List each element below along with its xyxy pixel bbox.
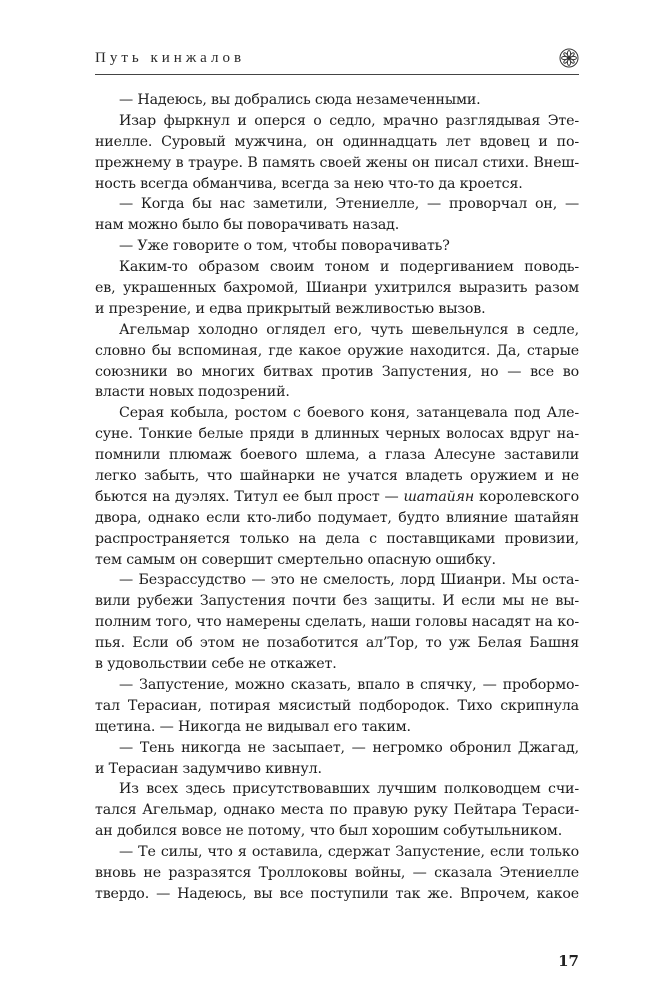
text-line: помнили плюмаж боевого шлема, а глаза Алесуне заставили [95,447,579,464]
text-line: полним того, что намерены сделать, наши головы насадят на ко- [95,614,579,631]
italic-term: шатайян [403,488,475,505]
text-line: — Те силы, что я оставила, сдержат Запустение, если только [119,844,579,861]
text-line: Изар фыркнул и оперся о седло, мрачно разглядывая Эте- [119,112,579,129]
text-line: нам можно было бы поворачивать назад. [95,217,400,234]
text-line: — Надеюсь, вы добрались сюда незамеченными. [119,92,481,108]
text-line: Серая кобыла, ростом с боевого коня, затанцевала под Але- [119,405,579,422]
text-line: тем самым он совершит смертельно опасную ошибку. [95,551,496,568]
text-line: и презрение, и едва прикрытый вежливостью вызов. [95,300,486,317]
text-line: двора, однако если кто-либо подумает, будто влияние шатайян [95,509,579,526]
text-line: ность всегда обманчива, всегда за нею что-то да кроется. [95,175,523,192]
text-line: твердо. — Надеюсь, вы все поступили так же. Впрочем, какое [95,885,579,902]
text-line: и Терасиан задумчиво кивнул. [95,760,322,777]
header-rule [95,74,579,75]
text-line: Агельмар холодно оглядел его, чуть шевельнулся в седле, [119,321,579,338]
text-line: союзники во многих битвах против Запустения, но — все во [95,363,579,380]
text-fragment: бьются на дуэлях. Титул ее был прост — [95,488,399,505]
body-text [95,90,579,905]
text-line: словно бы вспоминая, где какое оружие находится. Да, старые [95,342,579,359]
book-title: Путь кинжалов [95,50,246,66]
text-fragment: королевского [474,488,579,505]
text-line: — Запустение, можно сказать, впало в спячку, — пробормо- [119,676,579,693]
text-line: вновь не разразятся Троллоковы войны, — сказала Этениелле [95,864,579,881]
text-line: — Тень никогда не засыпает, — негромко обронил Джагад, [119,739,579,756]
running-header [95,48,579,72]
text-line: — Уже говорите о том, чтобы поворачивать? [119,238,450,255]
text-line: прежнему в трауре. В память своей жены он писал стихи. Внеш- [95,154,579,171]
text-line: легко забыть, что шайнарки не учатся владеть оружием и не [95,468,579,485]
text-line: в удовольствии себе не откажет. [95,656,337,673]
text-line: Из всех здесь присутствовавших лучшим полководцем счи- [119,781,579,798]
text-line: пья. Если об этом не позаботится ал’Тор, то уж Белая Башня [95,635,579,652]
text-line: тался Агельмар, однако места по правую руку Пейтара Тераси- [95,802,579,819]
text-line: Каким-то образом своим тоном и подергиванием поводь- [119,259,579,276]
text-line: суне. Тонкие белые пряди в длинных черных волосах вдруг на- [95,426,579,443]
page-number: 17 [558,952,579,970]
text-line [95,487,579,508]
text-line: щетина. — Никогда не видывал его таким. [95,718,411,735]
text-line: ан добился вовсе не потому, что был хорошим собутыльником. [95,823,563,840]
text-line: ниелле. Суровый мужчина, он одиннадцать лет вдовец и по- [95,133,579,150]
text-line: власти новых подозрений. [95,384,290,401]
text-line: вили рубежи Запустения почти без защиты. И если мы не вы- [95,593,579,610]
text-line: — Когда бы нас заметили, Этениелле, — проворчал он, — [119,196,579,213]
text-line: распространяется только на дела с поставщиками провизии, [95,530,579,547]
text-line: — Безрассудство — это не смелость, лорд Шианри. Мы оста- [119,572,579,589]
flower-emblem-icon [559,48,579,68]
text-line: тал Терасиан, потирая мясистый подбородок. Тихо скрипнула [95,697,579,714]
text-line: ев, украшенных бахромой, Шианри ухитрился выразить разом [95,280,579,297]
